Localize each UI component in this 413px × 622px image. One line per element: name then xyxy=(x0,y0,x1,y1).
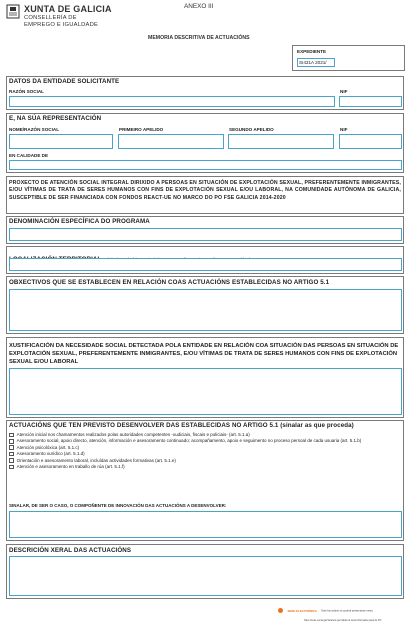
xunta-crest-icon xyxy=(6,4,20,19)
entity-title: DATOS DA ENTIDADE SOLICITANTE xyxy=(9,78,120,85)
innovation-field[interactable] xyxy=(9,511,402,538)
checkbox-b[interactable] xyxy=(9,439,14,444)
project-description: PROXECTO DE ATENCIÓN SOCIAL INTEGRAL DIRIXIDO A PERSOAS EN SITUACIÓN DE EXPLOTACIÓN SEXUAL, PREFERENTEMENTE INMIGRANTES, E/OU VÍTIMAS DE TRATA DE SERES HUMANOS CON FINS DE EXPLOTACIÓN SEXUAL E/OU LABORAL, NA COMUNIDADE AUTÓNOMA DE GALICIA, SUSCEPTIBLE DE SER FINANCIADA CON FONDOS REACT-UE NO MARCO DO PO FSE GALICIA 2014-2020 xyxy=(9,180,401,201)
action-label-f: Atención e asesoramento en traballo de rúa (art. 5.1.f) xyxy=(16,464,125,470)
sede-seal-icon xyxy=(278,608,283,613)
innovation-label: SINALAR, DE SER O CASO, O COMPOÑENTE DE INNOVACIÓN DAS ACTUACIÓNS A DESENVOLVER: xyxy=(9,503,227,508)
second-surname-field[interactable] xyxy=(228,134,334,149)
program-field[interactable] xyxy=(9,228,402,241)
second-surname-label: SEGUNDO APELIDO xyxy=(229,127,274,132)
xunta-logo xyxy=(6,4,20,19)
footer-seal-label: SEDE ELECTRÓNICA xyxy=(287,608,318,613)
razon-social-label: RAZÓN SOCIAL xyxy=(9,89,44,94)
name-field[interactable] xyxy=(9,134,113,149)
action-label-c: Atención psicolóxica (art. 5.1.c) xyxy=(16,444,80,450)
expediente-label: EXPEDIENTE xyxy=(297,49,327,54)
justification-title: XUSTIFICACIÓN DA NECESIDADE SOCIAL DETECTADA POLA ENTIDADE EN RELACIÓN COA SITUACIÓN DAS PERSOAS EN SITUACIÓN DE EXPLOTACIÓN SEXUAL, PREFERENTEMENTE INMIGRANTES, E/OU VÍTIMAS DE TRATA DE SERES HUMANOS CON FINS DE EXPLOTACIÓN SEXUAL E/OU LABORAL xyxy=(9,343,399,366)
action-item-f[interactable] xyxy=(9,464,401,470)
objectives-field[interactable] xyxy=(9,289,402,331)
program-title: DENOMINACIÓN ESPECÍFICA DO PROGRAMA xyxy=(9,218,150,225)
entity-nif-label: NIF xyxy=(340,89,348,94)
actions-title: ACTUACIÓNS QUE TEN PREVISTO DESENVOLVER DAS ESTABLECIDAS NO ARTIGO 5.1 (sinalar as que proceda) xyxy=(9,422,354,429)
checkbox-c[interactable] xyxy=(9,445,14,450)
name-label: NOME/RAZÓN SOCIAL xyxy=(9,127,60,132)
action-label-a: Atención inicial nos chamamentos realizados polas autoridades competentes -xudiciais, fiscais e policiais- (art. 5.1.a) xyxy=(16,432,250,437)
first-surname-label: PRIMEIRO APELIDO xyxy=(119,127,164,132)
rep-nif-field[interactable] xyxy=(339,134,402,149)
razon-social-field[interactable] xyxy=(9,96,335,107)
dept-line-1: CONSELLERÍA DE xyxy=(24,15,77,21)
capacity-label: EN CALIDADE DE xyxy=(9,153,49,158)
checkbox-e[interactable] xyxy=(9,458,14,463)
general-field[interactable] xyxy=(9,556,402,596)
dept-line-2: EMPREGO E IGUALDADE xyxy=(24,22,99,28)
footer-note-2: https://sede.xunta.gal Sinatura permitida na Guía Informativa para do PO xyxy=(304,619,382,622)
action-label-d: Asesoramento xurídico (art. 5.1.d) xyxy=(16,451,85,457)
entity-nif-field[interactable] xyxy=(339,96,402,107)
checkbox-a[interactable] xyxy=(9,433,14,438)
capacity-field[interactable] xyxy=(9,160,402,170)
justification-field[interactable] xyxy=(9,368,402,415)
expediente-value: SI431A 2021/ xyxy=(299,60,327,65)
action-label-b: Asesoramento social, apoio directo, atención, información e asesoramento continuado; acompañamento, apoio e seguimento no proceso persoal de cada usuaria (art. 5.1.b) xyxy=(16,438,362,444)
checkbox-f[interactable] xyxy=(9,465,14,470)
footer xyxy=(278,602,408,622)
actions-list xyxy=(9,432,401,470)
general-title: DESCRICIÓN XERAL DAS ACTUACIÓNS xyxy=(9,547,132,554)
representative-title: E, NA SÚA REPRESENTACIÓN xyxy=(9,115,102,122)
annex-label: ANEXO III xyxy=(184,3,214,10)
first-surname-field[interactable] xyxy=(118,134,224,149)
footer-note: Este formulario só poderá presentarse nesta xyxy=(321,609,373,613)
checkbox-d[interactable] xyxy=(9,452,14,457)
org-name: XUNTA DE GALICIA xyxy=(24,4,112,14)
action-label-e: Orientación e asesoramento laboral, incluídas actividades formativas (art. 5.1.e) xyxy=(16,457,176,463)
location-field[interactable] xyxy=(9,258,402,271)
rep-nif-label: NIF xyxy=(340,127,348,132)
doc-title: MEMORIA DESCRITIVA DE ACTUACIÓNS xyxy=(148,35,250,41)
objectives-title: OBXECTIVOS QUE SE ESTABLECEN EN RELACIÓN COAS ACTUACIÓNS ESTABLECIDAS NO ARTIGO 5.1 xyxy=(9,279,330,286)
